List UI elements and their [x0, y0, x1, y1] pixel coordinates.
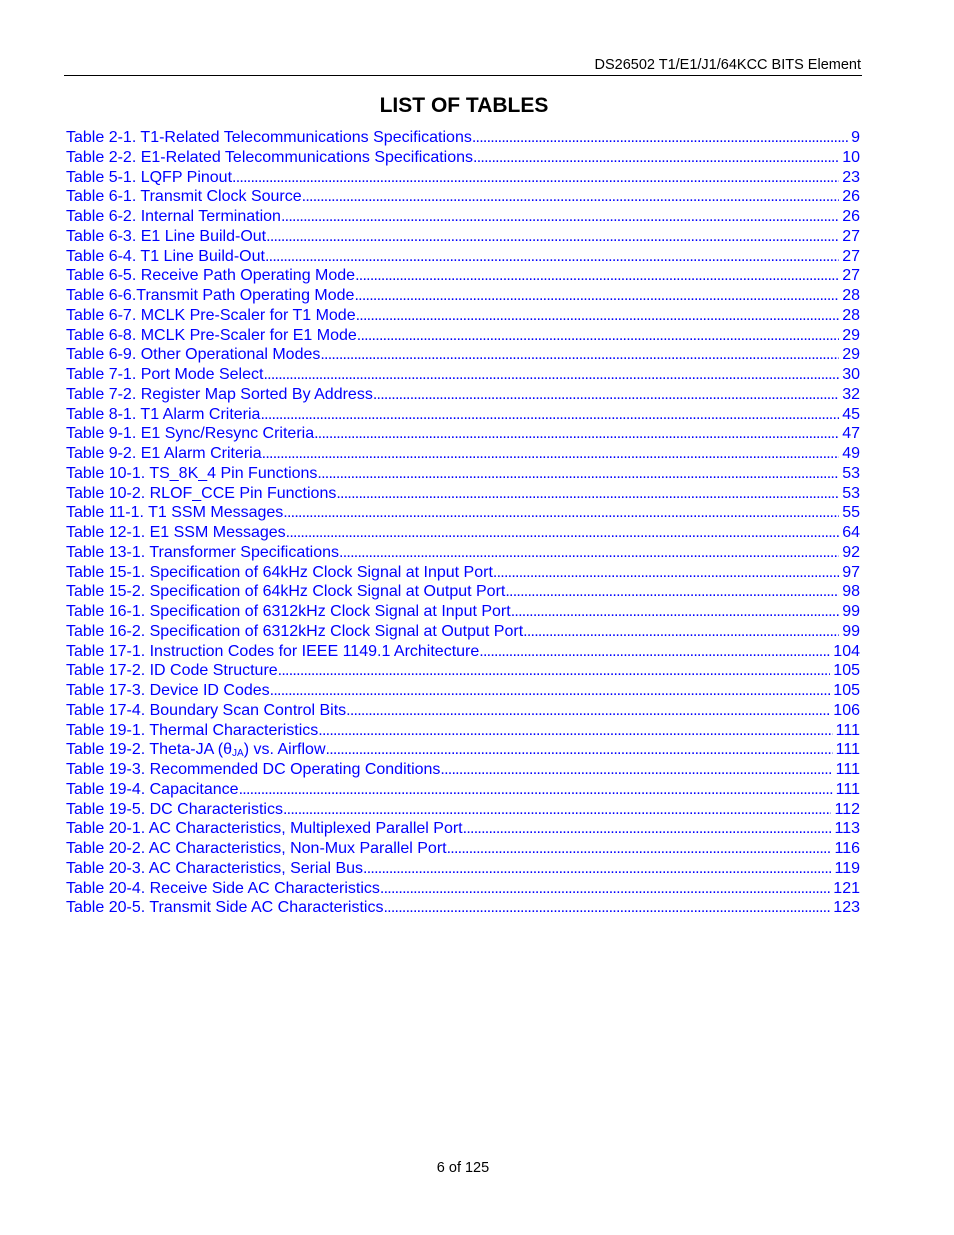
toc-entry[interactable]	[66, 543, 860, 563]
header-rule	[64, 75, 862, 76]
toc-entry-page-number[interactable]: 111	[835, 741, 860, 759]
dot-leader	[265, 247, 839, 267]
toc-entry-title[interactable]	[66, 701, 346, 721]
dot-leader	[318, 721, 832, 741]
toc-entry-title-text: Table 6-5. Receive Path Operating Mode	[66, 267, 356, 285]
toc-entry-page-number[interactable]: 92	[842, 543, 860, 561]
toc-entry-title[interactable]	[66, 464, 317, 484]
toc-entry-title-text: Table 7-1. Port Mode Select	[66, 366, 264, 383]
dot-leader	[463, 819, 832, 839]
toc-entry[interactable]	[66, 148, 860, 168]
toc-entry-page-number[interactable]: 123	[833, 899, 860, 917]
toc-entry-page-number[interactable]: 111	[835, 721, 860, 739]
toc-entry-page-number[interactable]: 64	[842, 524, 860, 541]
toc-entry-title-text: Table 17-4. Boundary Scan Control Bits	[66, 701, 347, 719]
toc-entry-page-number[interactable]: 112	[834, 800, 860, 818]
toc-entry[interactable]	[66, 563, 860, 583]
toc-entry-page-number[interactable]: 119	[834, 859, 860, 877]
toc-entry-page-number[interactable]: 55	[842, 504, 860, 522]
toc-entry[interactable]	[66, 721, 860, 741]
toc-entry-title-text: Table 13-1. Transformer Specifications	[66, 543, 340, 561]
toc-entry-title[interactable]	[66, 326, 357, 346]
toc-entry-title-text: Table 12-1. E1 SSM Messages	[66, 524, 286, 541]
toc-entry-page-number[interactable]: 29	[842, 326, 860, 344]
dot-leader	[281, 207, 839, 227]
dot-leader	[373, 385, 839, 405]
toc-entry[interactable]	[66, 207, 860, 227]
document-header-title: DS26502 T1/E1/J1/64KCC BITS Element	[594, 57, 861, 73]
toc-entry-title[interactable]	[66, 819, 463, 839]
toc-entry-title[interactable]	[66, 424, 314, 444]
dot-leader	[472, 128, 848, 148]
dot-leader	[283, 800, 832, 820]
toc-entry-title[interactable]	[66, 602, 511, 622]
toc-entry-title-text: Table 7-2. Register Map Sorted By Address	[66, 385, 373, 403]
dot-leader	[239, 780, 833, 800]
dot-leader	[357, 326, 839, 346]
dot-leader	[479, 642, 830, 662]
toc-entry-page-number[interactable]: 23	[842, 168, 860, 186]
toc-entry-title-text: Table 9-2. E1 Alarm Criteria	[66, 445, 262, 462]
page-number: 6 of 125	[436, 1160, 490, 1176]
toc-entry-page-number[interactable]: 27	[842, 227, 860, 245]
toc-entry[interactable]	[66, 839, 860, 859]
toc-entry-page-number[interactable]: 105	[833, 682, 860, 699]
toc-entry-page-number[interactable]: 28	[842, 306, 860, 324]
toc-entry-title-text: Table 2-1. T1-Related Telecommunications Specifications	[66, 129, 472, 146]
toc-entry-subscript: JA	[232, 748, 244, 760]
toc-entry-title[interactable]	[66, 444, 262, 464]
toc-entry-title-text: Table 11-1. T1 SSM Messages	[66, 504, 284, 522]
toc-entry-page-number[interactable]: 10	[842, 148, 860, 166]
dot-leader	[447, 839, 832, 859]
toc-entry-title[interactable]	[66, 227, 266, 247]
toc-entry[interactable]	[66, 780, 860, 800]
toc-entry-title-text: Table 19-3. Recommended DC Operating Conditions	[66, 761, 441, 778]
dot-leader	[286, 523, 840, 543]
toc-entry-title-text: Table 6-6.Transmit Path Operating Mode	[66, 287, 355, 304]
toc-entry-page-number[interactable]: 104	[833, 642, 860, 660]
toc-entry-title[interactable]	[66, 661, 278, 681]
toc-entry-title[interactable]	[66, 622, 523, 642]
toc-entry[interactable]	[66, 642, 860, 662]
dot-leader	[493, 563, 839, 583]
toc-entry-title[interactable]	[66, 642, 479, 662]
toc-entry[interactable]	[66, 484, 860, 504]
toc-entry-title-text: Table 9-1. E1 Sync/Resync Criteria	[66, 425, 315, 443]
toc-entry-title[interactable]	[66, 405, 260, 425]
toc-entry-title-text: Table 20-5. Transmit Side AC Characteristics	[66, 899, 384, 917]
toc-entry-title[interactable]	[66, 543, 339, 563]
toc-entry-page-number[interactable]: 121	[833, 879, 860, 897]
toc-entry-page-number[interactable]: 45	[842, 405, 860, 423]
toc-entry[interactable]	[66, 266, 860, 286]
toc-entry-title[interactable]	[66, 582, 505, 602]
toc-entry[interactable]	[66, 760, 860, 780]
toc-entry[interactable]	[66, 306, 860, 326]
toc-entry-title-text: Table 17-2. ID Code Structure	[66, 662, 278, 680]
toc-entry-title-text: Table 10-1. TS_8K_4 Pin Functions	[66, 464, 318, 482]
dot-leader	[266, 227, 839, 247]
toc-entry-page-number[interactable]: 53	[842, 464, 860, 482]
toc-entry-page-number[interactable]: 105	[833, 662, 860, 680]
toc-entry-page-number[interactable]: 53	[842, 484, 860, 502]
toc-entry-title-text: Table 5-1. LQFP Pinout	[66, 168, 233, 186]
toc-entry-page-number[interactable]: 106	[833, 701, 860, 719]
dot-leader	[262, 444, 840, 464]
toc-entry-title-text: Table 20-2. AC Characteristics, Non-Mux Parallel Port	[66, 840, 447, 857]
toc-entry-title[interactable]	[66, 365, 263, 385]
toc-entry-page-number[interactable]: 26	[842, 208, 860, 225]
toc-entry[interactable]	[66, 681, 860, 701]
toc-entry[interactable]	[66, 819, 860, 839]
toc-entry[interactable]	[66, 227, 860, 247]
dot-leader	[356, 306, 840, 326]
toc-entry-title[interactable]	[66, 740, 326, 760]
dot-leader	[383, 898, 830, 918]
toc-entry[interactable]	[66, 701, 860, 721]
dot-leader	[339, 543, 839, 563]
toc-entry-title[interactable]	[66, 168, 232, 188]
toc-entry-title-tail: ) vs. Airflow	[243, 741, 326, 759]
toc-entry-title[interactable]	[66, 523, 286, 543]
toc-entry-title-text: Table 6-2. Internal Termination	[66, 208, 281, 225]
toc-entry[interactable]	[66, 622, 860, 642]
toc-entry[interactable]	[66, 859, 860, 879]
dot-leader	[314, 424, 839, 444]
dot-leader	[354, 286, 839, 306]
toc-entry-title-text: Table 6-1. Transmit Clock Source	[66, 188, 302, 206]
toc-entry[interactable]	[66, 523, 860, 543]
toc-entry-title[interactable]	[66, 681, 270, 701]
toc-entry[interactable]	[66, 385, 860, 405]
toc-entry-title[interactable]	[66, 721, 318, 741]
toc-entry[interactable]	[66, 503, 860, 523]
dot-leader	[440, 760, 832, 780]
toc-entry-title[interactable]	[66, 345, 320, 365]
toc-entry-page-number[interactable]: 97	[842, 563, 860, 581]
toc-entry-page-number[interactable]: 28	[842, 287, 860, 304]
toc-entry[interactable]	[66, 879, 860, 899]
dot-leader	[260, 405, 839, 425]
toc-entry[interactable]	[66, 286, 860, 306]
toc-entry[interactable]	[66, 444, 860, 464]
toc-entry-page-number[interactable]: 113	[834, 820, 860, 838]
dot-leader	[302, 187, 840, 207]
toc-entry-title[interactable]	[66, 128, 472, 148]
toc-entry-title-text: Table 10-2. RLOF_CCE Pin Functions	[66, 484, 337, 502]
toc-entry[interactable]	[66, 740, 860, 760]
toc-entry-title[interactable]	[66, 148, 473, 168]
toc-entry-page-number[interactable]: 99	[842, 603, 860, 620]
dot-leader	[511, 602, 840, 622]
toc-entry[interactable]	[66, 168, 860, 188]
toc-entry-page-number[interactable]: 9	[851, 129, 860, 146]
toc-entry-title[interactable]	[66, 839, 447, 859]
toc-entry-title-text: Table 19-4. Capacitance	[66, 780, 239, 798]
toc-entry-page-number[interactable]: 98	[842, 583, 860, 601]
toc-entry-title-text: Table 17-1. Instruction Codes for IEEE 1149.1 Architecture	[66, 642, 480, 660]
toc-entry[interactable]	[66, 424, 860, 444]
toc-entry-title[interactable]	[66, 879, 380, 899]
toc-entry-title-text: Table 20-3. AC Characteristics, Serial Bus	[66, 859, 364, 877]
toc-entry-title-text: Table 8-1. T1 Alarm Criteria	[66, 405, 261, 423]
dot-leader	[336, 484, 839, 504]
toc-entry-title[interactable]	[66, 503, 283, 523]
toc-entry-title[interactable]	[66, 563, 493, 583]
toc-entry[interactable]	[66, 405, 860, 425]
dot-leader	[355, 266, 839, 286]
toc-entry-title-text: Table 20-1. AC Characteristics, Multiplexed Parallel Port	[66, 820, 463, 838]
dot-leader	[278, 661, 831, 681]
toc-entry-title-text: Table 19-5. DC Characteristics	[66, 800, 283, 818]
toc-entry-page-number[interactable]: 26	[842, 188, 860, 206]
toc-entry-title[interactable]	[66, 780, 239, 800]
toc-entry-title[interactable]	[66, 800, 283, 820]
toc-entry[interactable]	[66, 187, 860, 207]
page-title: LIST OF TABLES	[379, 94, 549, 117]
toc-entry-title[interactable]	[66, 207, 281, 227]
toc-entry-page-number[interactable]: 27	[842, 247, 860, 265]
toc-entry-title-text: Table 15-2. Specification of 64kHz Clock Signal at Output Port	[66, 583, 506, 601]
toc-entry[interactable]	[66, 365, 860, 385]
dot-leader	[283, 503, 839, 523]
dot-leader	[270, 681, 831, 701]
toc-entry-page-number[interactable]: 32	[842, 385, 860, 403]
toc-entry[interactable]	[66, 128, 860, 148]
toc-entry[interactable]	[66, 247, 860, 267]
dot-leader	[346, 701, 830, 721]
toc-entry-title[interactable]	[66, 266, 355, 286]
toc-entry-page-number[interactable]: 111	[835, 761, 860, 778]
toc-entry[interactable]	[66, 898, 860, 918]
dot-leader	[505, 582, 839, 602]
dot-leader	[326, 740, 833, 760]
toc-entry-page-number[interactable]: 116	[834, 840, 860, 857]
toc-entry-title[interactable]	[66, 859, 363, 879]
toc-entry-page-number[interactable]: 30	[842, 366, 860, 383]
toc-entry[interactable]	[66, 582, 860, 602]
toc-entry-title[interactable]	[66, 898, 383, 918]
toc-entry-page-number[interactable]: 49	[842, 445, 860, 462]
toc-entry-title-text: Table 6-8. MCLK Pre-Scaler for E1 Mode	[66, 326, 357, 344]
toc-entry-title-text: Table 6-3. E1 Line Build-Out	[66, 227, 267, 245]
toc-entry-title-text: Table 16-1. Specification of 6312kHz Clock Signal at Input Port	[66, 603, 511, 620]
toc-entry[interactable]	[66, 326, 860, 346]
toc-entry-title[interactable]	[66, 484, 336, 504]
toc-entry-title-text: Table 6-4. T1 Line Build-Out	[66, 247, 265, 265]
dot-leader	[473, 148, 839, 168]
dot-leader	[320, 345, 839, 365]
toc-entry-title[interactable]	[66, 760, 440, 780]
toc-entry-title-text: Table 19-2. Theta-JA (θ	[66, 741, 233, 759]
toc-entry-title-text: Table 6-7. MCLK Pre-Scaler for T1 Mode	[66, 306, 356, 324]
dot-leader	[363, 859, 831, 879]
toc-entry[interactable]	[66, 661, 860, 681]
dot-leader	[380, 879, 830, 899]
toc-entry-title[interactable]	[66, 385, 373, 405]
toc-entry-title-text: Table 16-2. Specification of 6312kHz Clock Signal at Output Port	[66, 622, 524, 640]
toc-entry-title-text: Table 2-2. E1-Related Telecommunications Specifications	[66, 148, 474, 166]
toc-entry-page-number[interactable]: 27	[842, 267, 860, 285]
toc-entry-title[interactable]	[66, 187, 302, 207]
dot-leader	[263, 365, 839, 385]
toc-entry-title-text: Table 20-4. Receive Side AC Characteristics	[66, 879, 380, 897]
toc-entry-title-text: Table 15-1. Specification of 64kHz Clock Signal at Input Port	[66, 563, 493, 581]
list-of-tables	[66, 128, 860, 918]
dot-leader	[317, 464, 839, 484]
toc-entry-title-text: Table 19-1. Thermal Characteristics	[66, 721, 319, 739]
toc-entry-page-number[interactable]: 111	[835, 780, 860, 798]
toc-entry[interactable]	[66, 464, 860, 484]
toc-entry-title[interactable]	[66, 306, 356, 326]
toc-entry-page-number[interactable]: 29	[842, 346, 860, 364]
toc-entry-title-text: Table 17-3. Device ID Codes	[66, 682, 270, 699]
toc-entry-page-number[interactable]: 47	[842, 425, 860, 443]
toc-entry-title-text: Table 6-9. Other Operational Modes	[66, 346, 321, 364]
toc-entry[interactable]	[66, 602, 860, 622]
toc-entry-title[interactable]	[66, 286, 354, 306]
toc-entry-title[interactable]	[66, 247, 265, 267]
toc-entry[interactable]	[66, 800, 860, 820]
dot-leader	[523, 622, 839, 642]
toc-entry[interactable]	[66, 345, 860, 365]
dot-leader	[232, 168, 839, 188]
toc-entry-page-number[interactable]: 99	[842, 622, 860, 640]
